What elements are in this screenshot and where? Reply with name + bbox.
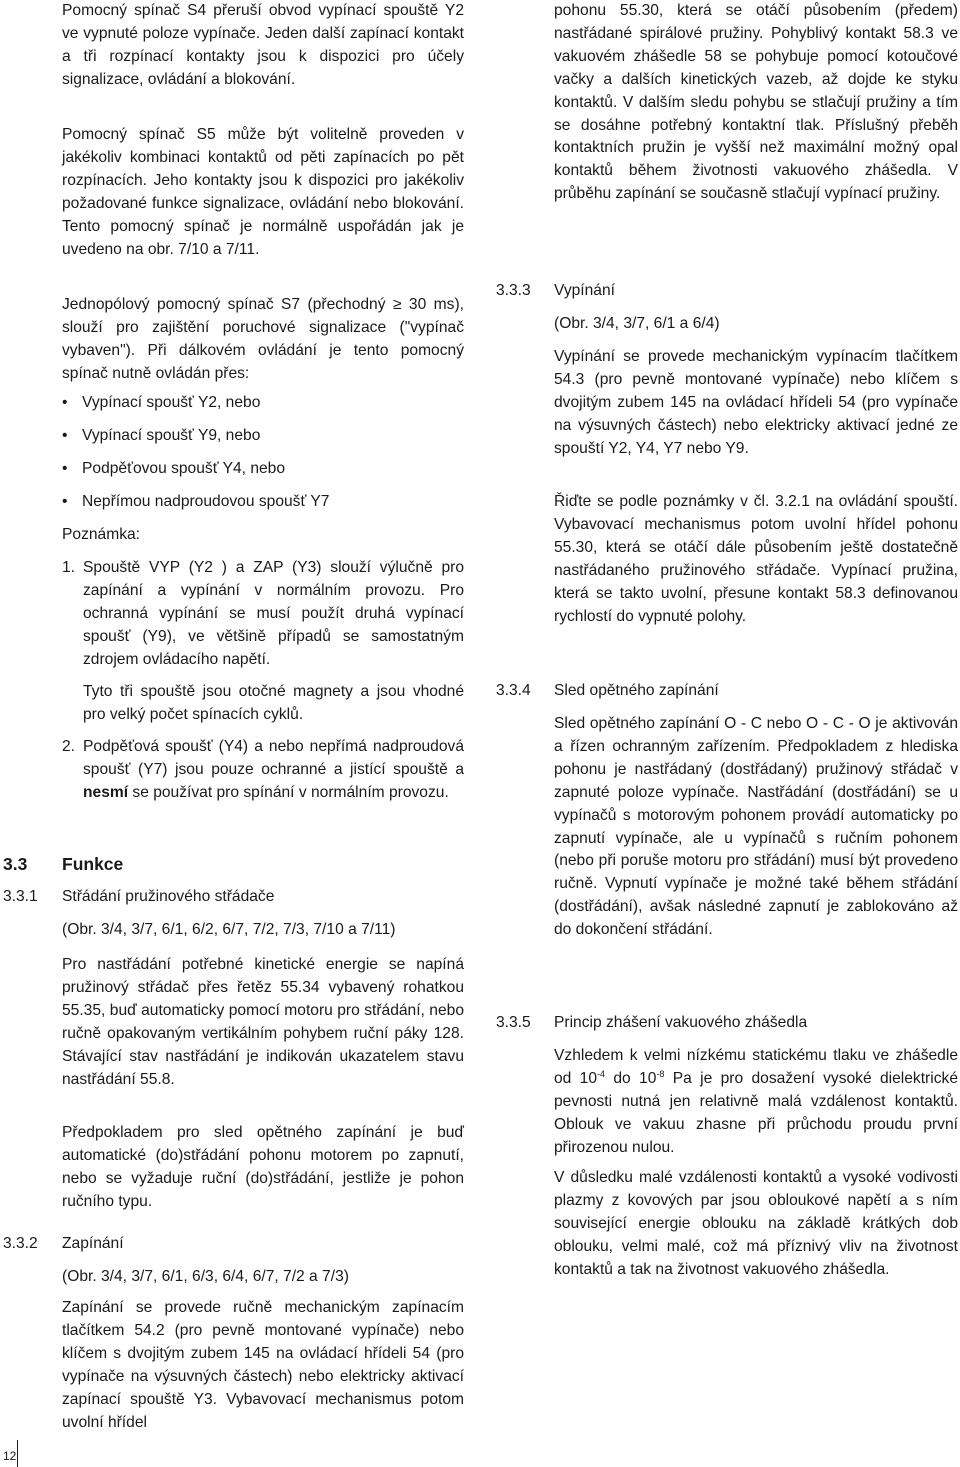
- subsection-title: Zapínání: [62, 1235, 124, 1252]
- bullet-dot-icon: •: [62, 460, 68, 477]
- paragraph: [554, 1045, 958, 1160]
- note-text: Podpěťová spoušť (Y4) a nebo nepřímá nadproudová spoušť (Y7) jsou pouze ochranné a jistící spouště a: [83, 738, 464, 778]
- paragraph-s4: Pomocný spínač S4 přeruší obvod vypínací spouště Y2 ve vypnuté poloze vypínače. Jeden další zapínací kontakt a tři rozpínací kontakty jsou k dispozici pro účely signalizace, ovládání a blokování.: [62, 2, 464, 88]
- superscript: -4: [597, 1068, 606, 1079]
- paragraph: V důsledku malé vzdálenosti kontaktů a vysoké vodivosti plazmy z kovových par jsou obloukové napětí a s ním související energie oblouku na základě krátkých dob oblouku, velmi malé, což má příznivý vliv na životnost kontaktů a tak na životnost vakuového zhášedla.: [554, 1169, 958, 1278]
- paragraph-s5: Pomocný spínač S5 může být volitelně proveden v jakékoliv kombinaci kontaktů od pěti zapínacích po pět rozpínacích. Jeho kontakty jsou k dispozici pro jakékoliv požadované funkce signalizace, ovládání nebo blokování. Tento pomocný spínač je normálně uspořádán jak je uvedeno na obr. 7/10 a 7/11.: [62, 126, 464, 258]
- paragraph: Předpokladem pro sled opětného zapínání je buď automatické (do)střádání pohonu motorem po zapnutí, nebo se vyžaduje ruční (do)střádání, jestliže je pohon ručního typu.: [62, 1124, 464, 1210]
- note-2: [62, 736, 464, 805]
- subsection-title: Princip zhášení vakuového zhášedla: [554, 1014, 808, 1031]
- paragraph: Sled opětného zapínání O - C nebo O - C - O je aktivován a řízen ochranným zařízením. Předpokladem z hlediska pohonu je nastřádaný (dostřádaný) pružinový střádač v zapnuté poloze vypínače. Nastřádání (dostřádání) se u vypínačů s motorovým pohonem provádí automaticky po zapnutí vypínače, ale u vypínačů s ručním pohonem (nebo při poruše motoru pro střádání) musí být provedeno ručně. Vypnutí vypínače je možné také během střádání (dostřádání), avšak následné zapnutí je zablokováno až do dokončení střádání.: [554, 715, 958, 939]
- bullet-dot-icon: •: [62, 394, 68, 411]
- page-number: 12: [3, 1449, 17, 1463]
- bullet-text: Vypínací spoušť Y9, nebo: [82, 427, 261, 444]
- subsection-title: Střádání pružinového střádače: [62, 888, 275, 905]
- note-text-bold: nesmí: [83, 783, 129, 801]
- bullet-dot-icon: •: [62, 493, 68, 510]
- note-1: [62, 557, 464, 672]
- subsection-number: 3.3.2: [3, 1235, 38, 1252]
- bullet-dot-icon: •: [62, 427, 68, 444]
- note-text: Spouště VYP (Y2 ) a ZAP (Y3) slouží výlučně pro zapínání a vypínání v normálním provozu. Pro ochranná vypínání se musí použít druhá vypínací spoušť (Y9), ve většině případů se samostatným zdrojem ovládacího napětí.: [83, 559, 464, 668]
- paragraph: Zapínání se provede ručně mechanickým zapínacím tlačítkem 54.2 (pro pevně montované vypínače) nebo klíčem s dvojitým zubem 145 na ovládací hřídeli 54 (pro vypínače na výsuvných částech) nebo elektricky aktivací zapínací spouště Y3. Vybavovací mechanismus potom uvolní hřídel: [62, 1299, 464, 1431]
- figure-reference: (Obr. 3/4, 3/7, 6/1, 6/2, 6/7, 7/2, 7/3, 7/10 a 7/11): [62, 921, 396, 938]
- subsection-number: 3.3.1: [3, 888, 38, 905]
- note-1-continued: Tyto tři spouště jsou otočné magnety a jsou vhodné pro velký počet spínacích cyklů.: [83, 683, 464, 723]
- paragraph: pohonu 55.30, která se otáčí působením (předem) nastřádané spirálové pružiny. Pohyblivý kontakt 58.3 ve vakuovém zhášedle 58 se pohybuje pomocí kotoučové vačky a dalších kinetických vazeb, až dojde ke styku kontaktů. V dalším sledu pohybu se stlačují pružiny a tím se dosáhne potřebný kontaktní tlak. Příslušný přeběh kontaktních pružin je vyšší než maximální možný opal kontaktů během životnosti vakuového zhášedla. V průběhu zapínání se současně stlačují vypínací pružiny.: [554, 2, 958, 203]
- subsection-number: 3.3.4: [496, 682, 531, 699]
- text-run: do 10: [605, 1069, 657, 1087]
- subsection-title: Vypínání: [554, 282, 615, 299]
- note-text: se používat pro spínání v normálním provozu.: [128, 783, 449, 801]
- page-margin-line: [17, 1440, 18, 1467]
- note-label: Poznámka:: [62, 526, 141, 543]
- section-title: Funkce: [62, 854, 124, 874]
- subsection-number: 3.3.5: [496, 1014, 531, 1031]
- subsection-title: Sled opětného zapínání: [554, 682, 719, 699]
- note-number: 2.: [62, 738, 76, 755]
- section-number: 3.3: [3, 854, 28, 874]
- figure-reference: (Obr. 3/4, 3/7, 6/1 a 6/4): [554, 315, 720, 332]
- bullet-text: Nepřímou nadproudovou spoušť Y7: [82, 493, 330, 510]
- text-run: Pa je pro dosažení vysoké dielektrické pevnosti nutná jen relativně malá vzdálenost kontaktů. Oblouk ve vakuu zhasne při průchodu proudu první přirozenou nulou.: [554, 1069, 958, 1156]
- paragraph: Pro nastřádání potřebné kinetické energie se napíná pružinový střádač přes řetěz 55.34 vybavený rohatkou 55.35, buď automaticky pomocí motoru pro střádání, nebo ručně opakovaným vertikálním pohybem ruční páky 128. Stávající stav nastřádání je indikován ukazatelem stavu nastřádání 55.8.: [62, 956, 464, 1088]
- figure-reference: (Obr. 3/4, 3/7, 6/1, 6/3, 6/4, 6/7, 7/2 a 7/3): [62, 1268, 349, 1285]
- superscript: -8: [656, 1068, 665, 1079]
- bullet-text: Podpěťovou spoušť Y4, nebo: [82, 460, 286, 477]
- note-number: 1.: [62, 559, 76, 576]
- subsection-number: 3.3.3: [496, 282, 531, 299]
- text-run: Vzhledem k velmi nízkému statickému tlaku ve zhášedle od 10: [554, 1047, 958, 1087]
- paragraph: Řiďte se podle poznámky v čl. 3.2.1 na ovládání spouští. Vybavovací mechanismus potom uvolní hřídel pohonu 55.30, která se otáčí dále působením ještě dostatečně nastřádaného pružinového střádače. Vypínací pružina, která se takto uvolní, přesune kontakt 58.3 definovanou rychlostí do vypnuté polohy.: [554, 493, 958, 625]
- bullet-text: Vypínací spoušť Y2, nebo: [82, 394, 261, 411]
- paragraph-s7: Jednopólový pomocný spínač S7 (přechodný ≥ 30 ms), slouží pro zajištění poruchové signalizace ("vypínač vybaven"). Při dálkovém ovládání je tento pomocný spínač nutně ovládán přes:: [62, 296, 464, 382]
- paragraph: Vypínání se provede mechanickým vypínacím tlačítkem 54.3 (pro pevně montované vypínače) nebo klíčem s dvojitým zubem 145 na ovládací hřídeli 54 (pro vypínače na výsuvných částech) nebo elektricky aktivací jedné ze spouští Y2, Y4, Y7 nebo Y9.: [554, 348, 958, 457]
